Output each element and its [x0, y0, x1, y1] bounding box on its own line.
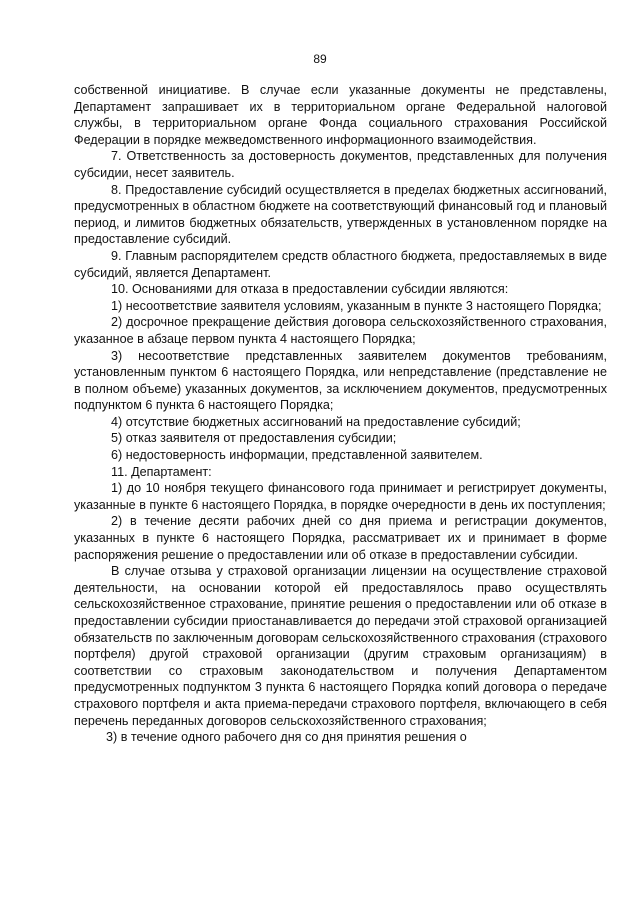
paragraph: 11. Департамент:: [111, 464, 212, 479]
paragraph: 2) досрочное прекращение действия договора сельскохозяйственного страхования, указанное в абзаце первом пункта 4 настоящего Порядка;: [74, 315, 607, 346]
paragraph: В случае отзыва у страховой организации лицензии на осуществление страховой деятельности, на основании которой ей предоставлялось право осуществлять сельскохозяйственное страхование, принятие решения о предоставлении или об отказе в предоставлении субсидии приостанавливается до передачи этой страховой организацией обязательств по заключенным договорам сельскохозяйственного страхования (страхового портфеля) другой страховой организации (другим страховым организациям) в соответствии со страховым законодательством и получения Департаментом предусмотренных подпунктом 3 пункта 6 настоящего Порядка копий договора о передаче страхового портфеля и акта приема-передачи страхового портфеля, включающего в себя перечень переданных договоров сельскохозяйственного страхования;: [74, 564, 607, 728]
paragraph: 5) отказ заявителя от предоставления субсидии;: [111, 431, 397, 446]
paragraph: 3) несоответствие представленных заявителем документов требованиям, установленным пунктом 6 настоящего Порядка, или непредставление (представление не в полном объеме) указанных документов, за исключением документов, предусмотренных подпунктом 6 пункта 6 настоящего Порядка;: [74, 348, 607, 413]
document-body: [74, 82, 607, 746]
paragraph: 6) недостоверность информации, представленной заявителем.: [111, 448, 483, 463]
paragraph: 1) несоответствие заявителя условиям, указанным в пункте 3 настоящего Порядка;: [111, 298, 602, 313]
paragraph: 9. Главным распорядителем средств областного бюджета, предоставляемых в виде субсидий, является Департамент.: [74, 248, 607, 280]
paragraph: 3) в течение одного рабочего дня со дня принятия решения о: [106, 730, 467, 745]
paragraph: собственной инициативе. В случае если указанные документы не представлены, Департамент запрашивает их в территориальном органе Федеральной налоговой службы, в территориальном органе Фонда социального страхования Российской Федерации в порядке межведомственного информационного взаимодействия.: [74, 83, 607, 147]
paragraph: 10. Основаниями для отказа в предоставлении субсидии являются:: [111, 282, 509, 297]
page-number: 89: [313, 52, 327, 66]
paragraph: 1) до 10 ноября текущего финансового года принимает и регистрирует документы, указанные в пункте 6 настоящего Порядка, в порядке очередности в день их поступления;: [74, 481, 607, 512]
paragraph: 2) в течение десяти рабочих дней со дня приема и регистрации документов, указанных в пункте 6 настоящего Порядка, рассматривает их и принимает в форме распоряжения решение о предоставлении или об отказе в предоставлении субсидии.: [74, 514, 607, 562]
paragraph: 4) отсутствие бюджетных ассигнований на предоставление субсидий;: [111, 414, 521, 429]
paragraph: 7. Ответственность за достоверность документов, представленных для получения субсидии, несет заявитель.: [74, 149, 607, 180]
paragraph: 8. Предоставление субсидий осуществляется в пределах бюджетных ассигнований, предусмотренных в областном бюджете на соответствующий финансовый год и плановый период, и лимитов бюджетных обязательств, утвержденных в установленном порядке на предоставление субсидий.: [74, 182, 607, 247]
